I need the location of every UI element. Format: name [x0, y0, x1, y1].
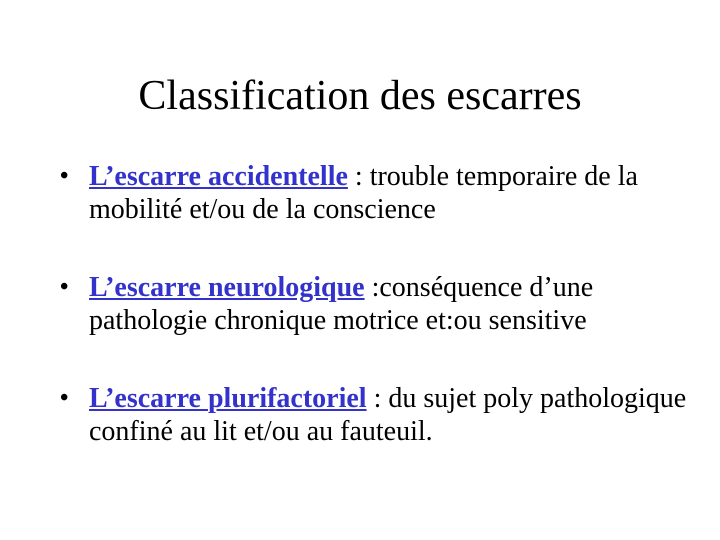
bullet-item-neurologique	[60, 271, 700, 337]
bullet-term: neurologique	[207, 272, 365, 303]
bullet-text: : du sujet poly pathologique confiné au lit et/ou au fauteuil.	[89, 383, 687, 447]
bullet-term-prefix: L’escarre	[89, 161, 208, 192]
bullet-list	[60, 160, 700, 448]
bullet-icon: •	[60, 274, 69, 300]
bullet-item-accidentelle	[60, 160, 700, 226]
bullet-term: accidentelle	[207, 161, 348, 192]
bullet-term-prefix: L’escarre	[89, 272, 208, 303]
bullet-term: plurifactoriel	[207, 383, 367, 414]
slide-title: Classification des escarres	[138, 73, 582, 119]
bullet-icon: •	[60, 163, 69, 189]
bullet-item-plurifactoriel	[60, 382, 700, 448]
bullet-icon: •	[60, 385, 69, 411]
bullet-text: : trouble temporaire de la mobilité et/ou de la conscience	[89, 161, 638, 225]
bullet-term-prefix: L’escarre	[89, 383, 208, 414]
bullet-text: :conséquence d’une pathologie chronique motrice et:ou sensitive	[89, 272, 594, 336]
